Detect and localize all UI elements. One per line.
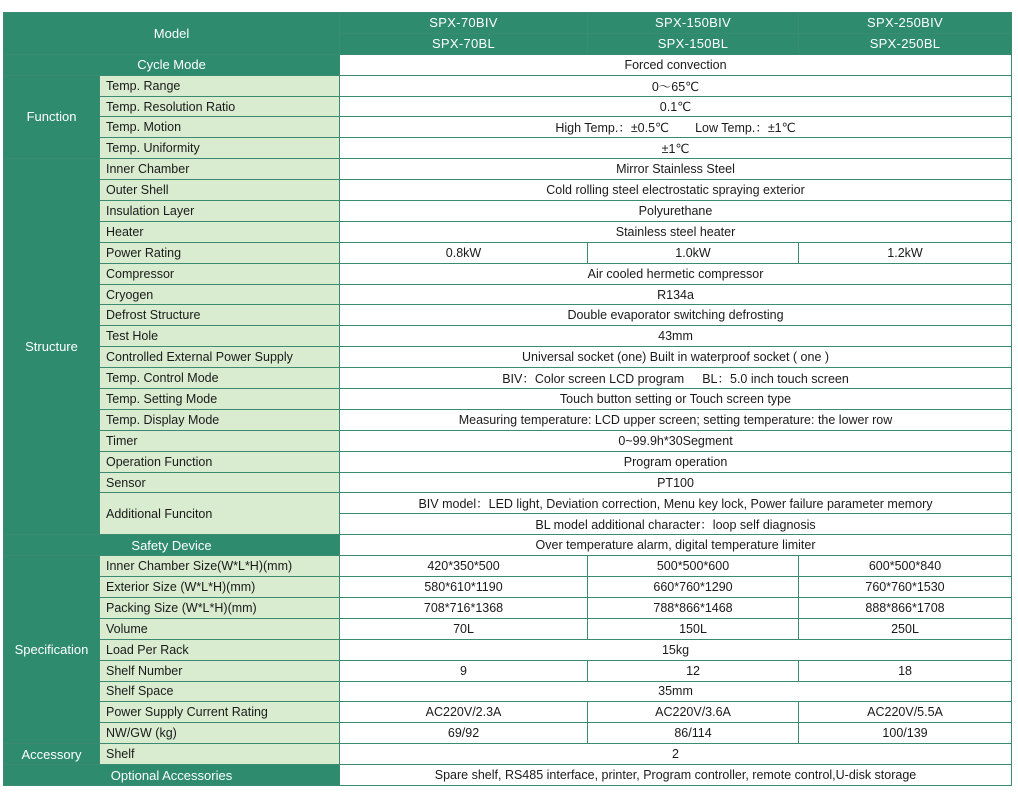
table-row: [4, 221, 1012, 242]
row-value: ±1℃: [340, 138, 1012, 159]
row-label: Temp. Motion: [100, 117, 340, 138]
row-label: Temp. Range: [100, 75, 340, 96]
table-row: [4, 723, 1012, 744]
row-value: 35mm: [340, 681, 1012, 702]
table-row: [4, 744, 1012, 765]
table-row: [4, 660, 1012, 681]
row-label: Cryogen: [100, 284, 340, 305]
row-value: 888*866*1708: [799, 597, 1012, 618]
row-value: 250L: [799, 618, 1012, 639]
row-label: Test Hole: [100, 326, 340, 347]
row-label: Controlled External Power Supply: [100, 347, 340, 368]
row-label: NW/GW (kg): [100, 723, 340, 744]
table-row: [4, 430, 1012, 451]
model-biv-1: SPX-70BIV: [340, 13, 588, 34]
row-value: AC220V/3.6A: [588, 702, 799, 723]
row-value: Universal socket (one) Built in waterproof socket ( one ): [340, 347, 1012, 368]
high-temp-text: High Temp.：±0.5℃: [555, 121, 670, 136]
table-row: [4, 75, 1012, 96]
row-label: Defrost Structure: [100, 305, 340, 326]
row-value: BIV model：LED light, Deviation correction, Menu key lock, Power failure parameter memory: [340, 493, 1012, 514]
row-label: Temp. Control Mode: [100, 368, 340, 389]
function-category: Function: [4, 75, 100, 159]
table-row: [4, 618, 1012, 639]
table-row: [4, 409, 1012, 430]
row-value: 708*716*1368: [340, 597, 588, 618]
row-value: R134a: [340, 284, 1012, 305]
model-biv-2: SPX-150BIV: [588, 13, 799, 34]
table-row: [4, 368, 1012, 389]
row-value: Touch button setting or Touch screen type: [340, 389, 1012, 410]
row-value: 100/139: [799, 723, 1012, 744]
row-value: 788*866*1468: [588, 597, 799, 618]
row-value: Stainless steel heater: [340, 221, 1012, 242]
table-row: [4, 201, 1012, 222]
row-value: 18: [799, 660, 1012, 681]
row-label: Operation Function: [100, 451, 340, 472]
table-row: [4, 597, 1012, 618]
table-row: [4, 577, 1012, 598]
row-value: 1.0kW: [588, 242, 799, 263]
row-label: Temp. Uniformity: [100, 138, 340, 159]
low-temp-text: Low Temp.：±1℃: [695, 121, 796, 136]
row-value: 86/114: [588, 723, 799, 744]
row-label: Additional Funciton: [100, 493, 340, 535]
model-label: Model: [4, 13, 340, 55]
row-label: Insulation Layer: [100, 201, 340, 222]
structure-category: Structure: [4, 159, 100, 535]
row-value: Program operation: [340, 451, 1012, 472]
row-label: Shelf: [100, 744, 340, 765]
row-label: Power Rating: [100, 242, 340, 263]
table-row: [4, 242, 1012, 263]
table-row: [4, 117, 1012, 138]
model-bl-2: SPX-150BL: [588, 33, 799, 54]
row-value: 2: [340, 744, 1012, 765]
spec-table: [3, 12, 1012, 786]
table-row: [4, 159, 1012, 180]
row-value: 1.2kW: [799, 242, 1012, 263]
table-row: [4, 556, 1012, 577]
row-label: Shelf Space: [100, 681, 340, 702]
row-value: 0.1℃: [340, 96, 1012, 117]
row-value: 12: [588, 660, 799, 681]
row-value: 0.8kW: [340, 242, 588, 263]
table-row: [4, 305, 1012, 326]
table-row: [4, 681, 1012, 702]
temp-motion-value: [340, 117, 1012, 138]
row-label: Temp. Resolution Ratio: [100, 96, 340, 117]
table-row: [4, 702, 1012, 723]
optional-accessories-label: Optional Accessories: [4, 765, 340, 786]
table-row: [4, 138, 1012, 159]
row-label: Temp. Setting Mode: [100, 389, 340, 410]
row-label: Power Supply Current Rating: [100, 702, 340, 723]
model-bl-3: SPX-250BL: [799, 33, 1012, 54]
row-value: Air cooled hermetic compressor: [340, 263, 1012, 284]
table-row: [4, 284, 1012, 305]
table-row: [4, 263, 1012, 284]
row-value: Measuring temperature: LCD upper screen; setting temperature: the lower row: [340, 409, 1012, 430]
bl-mode-text: BL：5.0 inch touch screen: [702, 372, 849, 387]
row-value: Mirror Stainless Steel: [340, 159, 1012, 180]
row-label: Inner Chamber Size(W*L*H)(mm): [100, 556, 340, 577]
row-label: Temp. Display Mode: [100, 409, 340, 430]
model-biv-3: SPX-250BIV: [799, 13, 1012, 34]
row-label: Volume: [100, 618, 340, 639]
row-label: Load Per Rack: [100, 639, 340, 660]
row-value: AC220V/2.3A: [340, 702, 588, 723]
row-value: Cold rolling steel electrostatic spraying exterior: [340, 180, 1012, 201]
row-value: 420*350*500: [340, 556, 588, 577]
model-bl-1: SPX-70BL: [340, 33, 588, 54]
row-value: 15kg: [340, 639, 1012, 660]
row-label: Timer: [100, 430, 340, 451]
row-value: 150L: [588, 618, 799, 639]
row-label: Inner Chamber: [100, 159, 340, 180]
row-label: Shelf Number: [100, 660, 340, 681]
row-value: 660*760*1290: [588, 577, 799, 598]
row-value: 600*500*840: [799, 556, 1012, 577]
table-row: [4, 472, 1012, 493]
row-label: Packing Size (W*L*H)(mm): [100, 597, 340, 618]
row-value: 760*760*1530: [799, 577, 1012, 598]
table-row: [4, 326, 1012, 347]
safety-device-value: Over temperature alarm, digital temperature limiter: [340, 535, 1012, 556]
row-label: Outer Shell: [100, 180, 340, 201]
specification-category: Specification: [4, 556, 100, 744]
table-row: [4, 180, 1012, 201]
row-value: 0~99.9h*30Segment: [340, 430, 1012, 451]
optional-accessories-value: Spare shelf, RS485 interface, printer, Program controller, remote control,U-disk storage: [340, 765, 1012, 786]
row-label: Compressor: [100, 263, 340, 284]
row-value: AC220V/5.5A: [799, 702, 1012, 723]
table-row: [4, 639, 1012, 660]
table-row: [4, 451, 1012, 472]
row-value: 70L: [340, 618, 588, 639]
table-row: [4, 535, 1012, 556]
row-value: BL model additional character：loop self diagnosis: [340, 514, 1012, 535]
row-value: 43mm: [340, 326, 1012, 347]
model-row-biv: [4, 13, 1012, 34]
biv-mode-text: BIV：Color screen LCD program: [502, 372, 685, 387]
table-row: [4, 54, 1012, 75]
cycle-mode-value: Forced convection: [340, 54, 1012, 75]
row-value: 500*500*600: [588, 556, 799, 577]
table-row: [4, 347, 1012, 368]
table-row: [4, 493, 1012, 514]
row-value: 0～65℃: [340, 75, 1012, 96]
row-value: Double evaporator switching defrosting: [340, 305, 1012, 326]
table-row: [4, 96, 1012, 117]
row-label: Heater: [100, 221, 340, 242]
safety-device-label: Safety Device: [4, 535, 340, 556]
row-value: Polyurethane: [340, 201, 1012, 222]
row-value: 9: [340, 660, 588, 681]
row-label: Sensor: [100, 472, 340, 493]
table-row: [4, 389, 1012, 410]
row-value: 69/92: [340, 723, 588, 744]
row-label: Exterior Size (W*L*H)(mm): [100, 577, 340, 598]
control-mode-value: [340, 368, 1012, 389]
row-value: 580*610*1190: [340, 577, 588, 598]
cycle-mode-label: Cycle Mode: [4, 54, 340, 75]
row-value: PT100: [340, 472, 1012, 493]
table-row: [4, 765, 1012, 786]
accessory-category: Accessory: [4, 744, 100, 765]
